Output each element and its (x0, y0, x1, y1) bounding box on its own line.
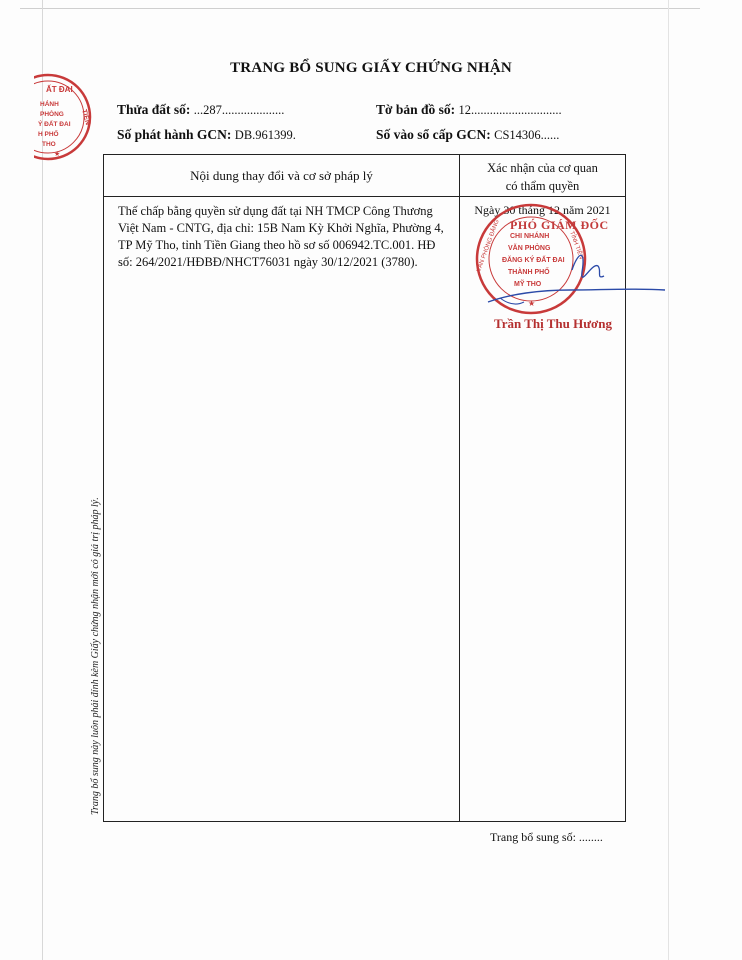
parcel-number-value: ...287.................... (193, 103, 285, 117)
confirmation-date: Ngày 30 tháng 12 năm 2021 (474, 203, 611, 217)
registry-number-label: Số vào sổ cấp GCN: (376, 127, 491, 142)
svg-text:TIỀN: TIỀN (80, 108, 91, 126)
signer-name: Trần Thị Thu Hương (494, 316, 612, 331)
vertical-margin-note: Trang bổ sung này luôn phải đính kèm Giấy chứng nhận mới có giá trị pháp lý. (90, 497, 101, 815)
map-sheet-label: Tờ bản đồ số: (376, 102, 456, 117)
parcel-number-field (117, 102, 284, 118)
left-official-seal-icon (34, 70, 92, 164)
header-divider (104, 196, 625, 197)
svg-text:ĐĂNG KÝ ĐẤT ĐAI: ĐĂNG KÝ ĐẤT ĐAI (502, 257, 565, 264)
signer-title: PHÓ GIÁM ĐỐC (510, 218, 609, 232)
svg-text:THÀNH PHỐ: THÀNH PHỐ (508, 269, 550, 276)
svg-text:Ý ĐẤT ĐAI: Ý ĐẤT ĐAI (38, 121, 71, 128)
map-sheet-field (376, 102, 562, 118)
certificate-serial-label: Số phát hành GCN: (117, 127, 232, 142)
authority-column-header (460, 159, 625, 195)
svg-text:MỸ THO: MỸ THO (514, 281, 542, 288)
authority-header-line1: Xác nhận của cơ quan (487, 161, 598, 175)
right-page-edge (668, 0, 669, 960)
certificate-serial-value: DB.961399. (234, 128, 296, 142)
svg-text:PHÒNG: PHÒNG (40, 111, 64, 118)
registry-number-value: CS14306...... (494, 128, 560, 142)
svg-text:VĂN PHÒNG: VĂN PHÒNG (508, 245, 551, 252)
column-divider (459, 155, 460, 821)
amendment-content: Thế chấp bằng quyền sử dụng đất tại NH TMCP Công Thương Việt Nam - CNTG, địa chỉ: 15B Nam Kỳ Khởi Nghĩa, Phường 4, TP Mỹ Tho, tỉnh Tiền Giang theo hồ sơ số 006942.TC.001. HĐ số: 264/2021/HĐBĐ/NHCT76031 ngày 30/12/2021 (3780). (118, 204, 444, 269)
svg-text:VĂN PHÒNG ĐĂNG: VĂN PHÒNG ĐĂNG (476, 218, 501, 273)
map-sheet-value: 12............................. (458, 103, 562, 117)
authority-header-line2: có thẩm quyền (505, 179, 580, 193)
certificate-serial-field (117, 127, 296, 143)
parcel-number-label: Thửa đất số: (117, 102, 191, 117)
svg-text:THO: THO (42, 141, 56, 148)
registry-number-field (376, 127, 559, 143)
svg-text:CHI NHÁNH: CHI NHÁNH (510, 233, 550, 240)
svg-text:★: ★ (528, 299, 536, 308)
svg-text:ẤT ĐAI: ẤT ĐAI (46, 85, 73, 94)
supplement-page-number: Trang bổ sung số: ........ (490, 830, 603, 844)
svg-text:TỈNH TIỀN: TỈNH TIỀN (568, 230, 584, 261)
svg-text:★: ★ (54, 151, 61, 158)
content-column-header: Nội dung thay đổi và cơ sở pháp lý (190, 167, 373, 183)
svg-text:H PHỐ: H PHỐ (38, 131, 59, 138)
top-edge-line (20, 8, 700, 9)
page-title: TRANG BỔ SUNG GIẤY CHỨNG NHẬN (230, 60, 512, 76)
svg-text:HÁNH: HÁNH (40, 101, 59, 108)
